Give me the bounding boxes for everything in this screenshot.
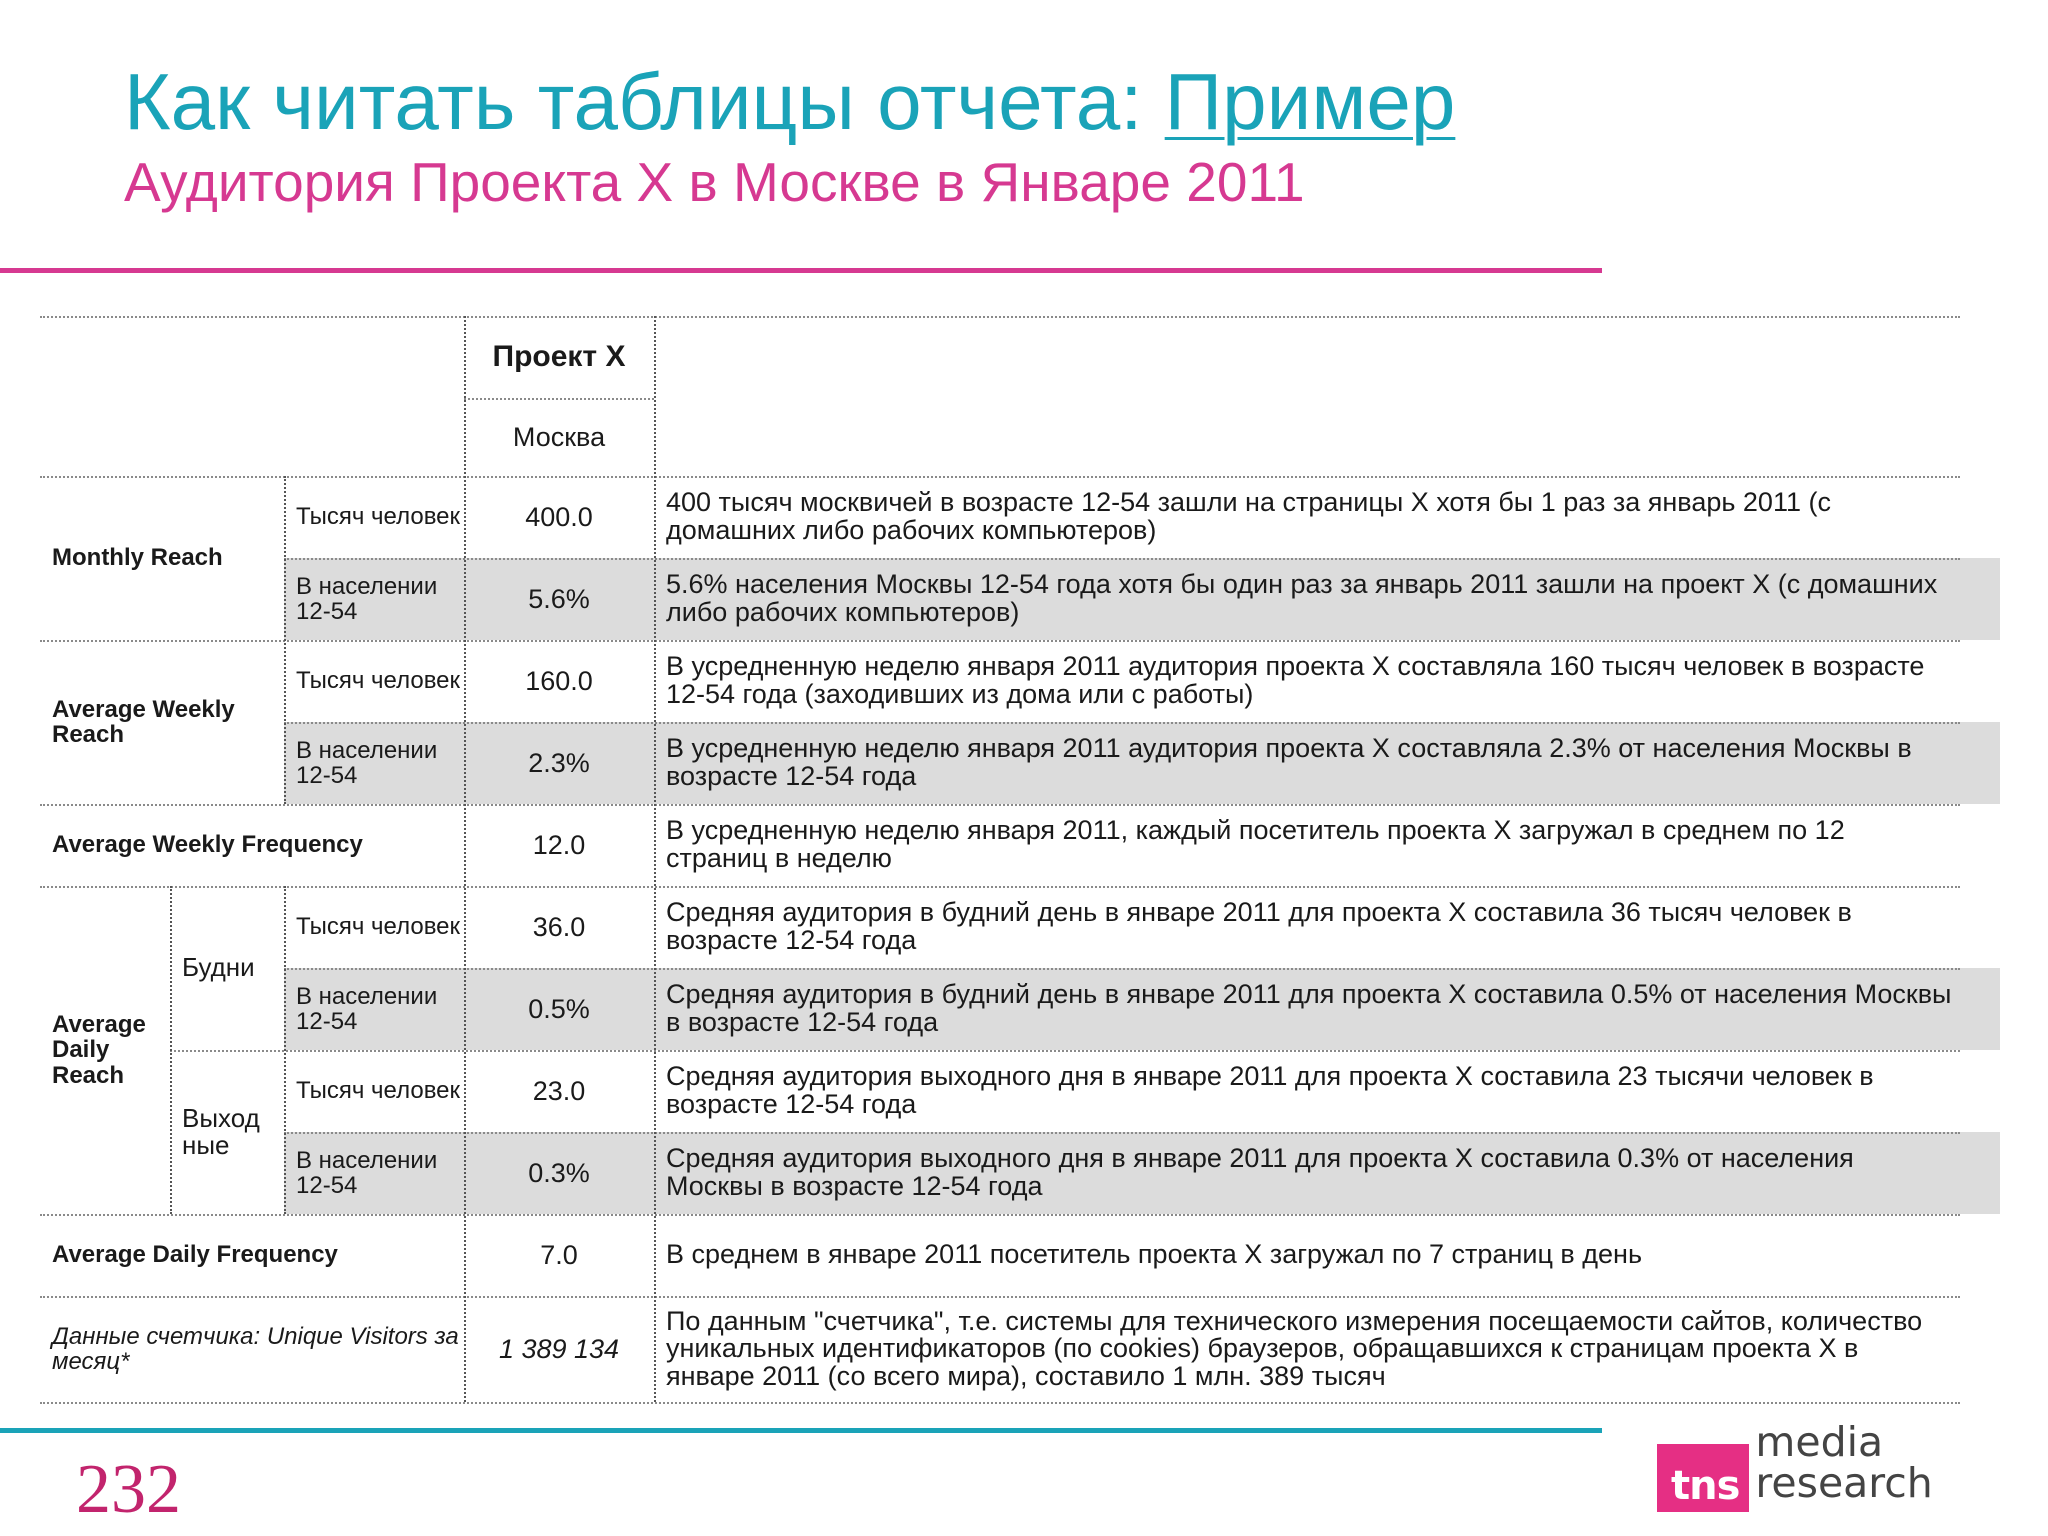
- unit-label: Тысяч человек: [296, 503, 461, 531]
- page-subtitle: Аудитория Проекта X в Москве в Январе 2011: [124, 151, 1305, 213]
- value-cell: 36.0: [532, 911, 586, 942]
- value-cell: 2.3%: [528, 747, 590, 778]
- page-number: 232: [76, 1451, 181, 1528]
- description-cell: В среднем в январе 2011 посетитель проекта X загружал по 7 страниц в день: [666, 1239, 1643, 1270]
- description-cell: По данным "счетчика", т.е. системы для технического измерения посещаемости сайтов, количество уникальных идентификаторов (по cookies) браузеров, обращавшихся к страницам проекта X в январе 2011 (со всего мира), составило 1 млн. 389 тысяч: [666, 1305, 1923, 1391]
- value-cell: 0.5%: [528, 993, 590, 1024]
- description-cell: Средняя аудитория выходного дня в январе 2011 для проекта X составила 23 тысячи человек в возрасте 12-54 года: [666, 1061, 1874, 1119]
- row-label-monthly-reach: Monthly Reach: [52, 544, 223, 572]
- row-label-weekly-reach: Average Weekly Reach: [52, 695, 235, 748]
- sub-label-weekend: Выход ные: [182, 1102, 260, 1160]
- page-title-text: Как читать таблицы отчета:: [124, 57, 1165, 146]
- unit-label: В населении 12-54: [296, 572, 438, 625]
- unit-label: В населении 12-54: [296, 736, 438, 789]
- value-cell: 12.0: [532, 829, 586, 860]
- description-cell: Средняя аудитория выходного дня в январе 2011 для проекта X составила 0.3% от населения Москвы в возрасте 12-54 года: [666, 1143, 1854, 1201]
- value-cell: 160.0: [525, 665, 593, 696]
- row-label-daily-reach: Average Daily Reach: [52, 1011, 146, 1089]
- row-label-weekly-frequency: Average Weekly Frequency: [52, 831, 363, 859]
- row-label-counter: Данные счетчика: Unique Visitors за месяц*: [52, 1322, 459, 1375]
- unit-label: Тысяч человек: [296, 667, 461, 695]
- description-cell: В усредненную неделю января 2011 аудитория проекта X составляла 160 тысяч человек в возрасте 12-54 года (заходивших из дома или с работы): [666, 651, 1925, 709]
- header-divider: [0, 268, 1602, 273]
- value-cell: 5.6%: [528, 583, 590, 614]
- description-cell: Средняя аудитория в будний день в январе 2011 для проекта X составила 36 тысяч человек в возрасте 12-54 года: [666, 897, 1852, 955]
- sub-label-weekdays: Будни: [182, 952, 255, 983]
- example-link[interactable]: Пример: [1164, 57, 1456, 146]
- description-cell: В усредненную неделю января 2011 аудитория проекта X составляла 2.3% от населения Москвы в возрасте 12-54 года: [666, 733, 1912, 791]
- logo-text: media research: [1755, 1418, 1933, 1507]
- tns-logo: [1657, 1418, 2048, 1512]
- value-cell: 7.0: [540, 1239, 578, 1270]
- unit-label: Тысяч человек: [296, 913, 461, 941]
- audience-table: [40, 316, 1960, 1402]
- logo-mark: tns: [1657, 1444, 1749, 1512]
- unit-label: В населении 12-54: [296, 982, 438, 1035]
- description-cell: 5.6% населения Москвы 12-54 года хотя бы один раз за январь 2011 зашли на проект X (с домашних либо рабочих компьютеров): [666, 569, 1938, 627]
- column-header-city: Москва: [512, 421, 606, 452]
- value-cell: 400.0: [525, 501, 593, 532]
- description-cell: Средняя аудитория в будний день в январе 2011 для проекта X составила 0.5% от населения Москвы в возрасте 12-54 года: [666, 979, 1952, 1037]
- footer-divider: [0, 1428, 1602, 1433]
- value-cell: 0.3%: [528, 1157, 590, 1188]
- unit-label: Тысяч человек: [296, 1077, 461, 1105]
- value-cell: 1 389 134: [498, 1333, 620, 1364]
- row-label-daily-frequency: Average Daily Frequency: [52, 1241, 338, 1269]
- description-cell: 400 тысяч москвичей в возрасте 12-54 зашли на страницы X хотя бы 1 раз за январь 2011 (с домашних либо рабочих компьютеров): [666, 487, 1831, 545]
- description-cell: В усредненную неделю января 2011, каждый посетитель проекта X загружал в среднем по 12 страниц в неделю: [666, 815, 1845, 873]
- unit-label: В населении 12-54: [296, 1146, 438, 1199]
- column-header-project: Проект X: [492, 340, 626, 373]
- page-title: [124, 57, 1456, 146]
- value-cell: 23.0: [532, 1075, 586, 1106]
